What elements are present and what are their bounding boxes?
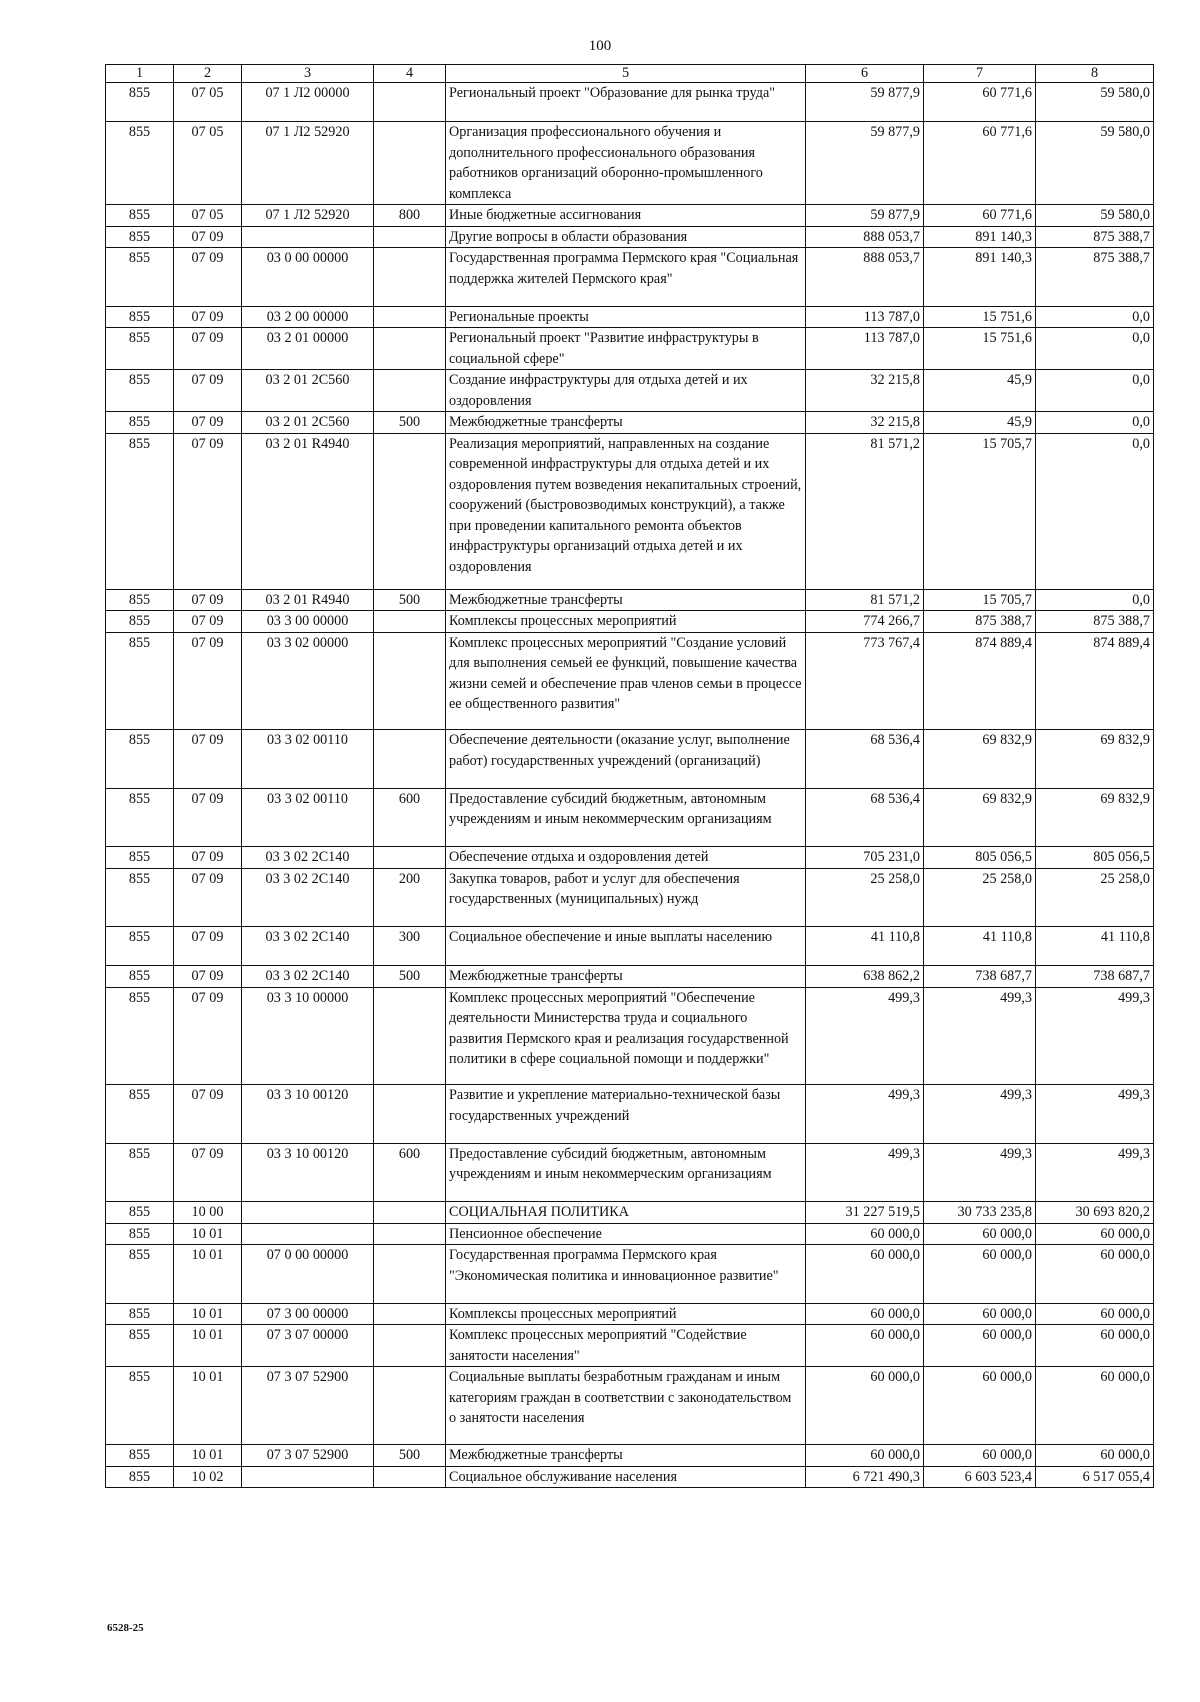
amount-col7: 69 832,9 (924, 730, 1036, 789)
expense-type-code: 200 (374, 868, 446, 927)
amount-col8: 69 832,9 (1036, 788, 1154, 847)
table-row (106, 1245, 1154, 1304)
ministry-code: 855 (106, 927, 174, 966)
target-article-code: 03 3 02 2С140 (242, 847, 374, 869)
amount-col7: 60 771,6 (924, 122, 1036, 205)
ministry-code: 855 (106, 370, 174, 412)
amount-col7: 875 388,7 (924, 611, 1036, 633)
amount-col8: 0,0 (1036, 412, 1154, 434)
section-code: 07 09 (174, 868, 242, 927)
section-code: 07 09 (174, 730, 242, 789)
item-name: СОЦИАЛЬНАЯ ПОЛИТИКА (446, 1202, 806, 1224)
column-header: 5 (446, 65, 806, 83)
amount-col6: 41 110,8 (806, 927, 924, 966)
table-row (106, 868, 1154, 927)
amount-col6: 81 571,2 (806, 589, 924, 611)
target-article-code: 03 3 10 00120 (242, 1085, 374, 1144)
amount-col7: 15 705,7 (924, 589, 1036, 611)
section-code: 07 05 (174, 122, 242, 205)
amount-col6: 59 877,9 (806, 122, 924, 205)
ministry-code: 855 (106, 1085, 174, 1144)
target-article-code: 03 0 00 00000 (242, 248, 374, 307)
amount-col7: 738 687,7 (924, 966, 1036, 988)
amount-col6: 60 000,0 (806, 1445, 924, 1467)
amount-col6: 113 787,0 (806, 306, 924, 328)
item-name: Реализация мероприятий, направленных на создание современной инфраструктуры для отдыха детей и их оздоровления путем возведения некапитальных строений, сооружений (быстровозводимых конструкций), а также при проведении капитального ремонта объектов инфраструктуры организаций отдыха детей и их оздоровления (446, 433, 806, 589)
ministry-code: 855 (106, 611, 174, 633)
footer-code: 6528-25 (107, 1622, 144, 1634)
amount-col6: 6 721 490,3 (806, 1466, 924, 1488)
amount-col8: 60 000,0 (1036, 1445, 1154, 1467)
target-article-code: 03 3 02 00000 (242, 632, 374, 730)
amount-col8: 0,0 (1036, 328, 1154, 370)
expense-type-code (374, 1325, 446, 1367)
table-row (106, 1223, 1154, 1245)
item-name: Социальное обеспечение и иные выплаты населению (446, 927, 806, 966)
amount-col6: 59 877,9 (806, 205, 924, 227)
expense-type-code (374, 847, 446, 869)
amount-col8: 499,3 (1036, 1143, 1154, 1202)
column-number-row (106, 65, 1154, 83)
item-name: Межбюджетные трансферты (446, 1445, 806, 1467)
amount-col8: 25 258,0 (1036, 868, 1154, 927)
amount-col6: 68 536,4 (806, 730, 924, 789)
item-name: Предоставление субсидий бюджетным, автономным учреждениям и иным некоммерческим организациям (446, 788, 806, 847)
ministry-code: 855 (106, 1325, 174, 1367)
table-row (106, 1202, 1154, 1224)
section-code: 10 01 (174, 1445, 242, 1467)
expense-type-code: 500 (374, 1445, 446, 1467)
expense-type-code (374, 632, 446, 730)
amount-col6: 113 787,0 (806, 328, 924, 370)
expense-type-code (374, 987, 446, 1085)
target-article-code: 03 2 01 2С560 (242, 370, 374, 412)
target-article-code: 03 3 02 2С140 (242, 868, 374, 927)
amount-col8: 60 000,0 (1036, 1303, 1154, 1325)
amount-col8: 59 580,0 (1036, 83, 1154, 122)
target-article-code (242, 1466, 374, 1488)
item-name: Региональный проект "Образование для рынка труда" (446, 83, 806, 122)
amount-col8: 738 687,7 (1036, 966, 1154, 988)
ministry-code: 855 (106, 412, 174, 434)
table-row (106, 966, 1154, 988)
item-name: Межбюджетные трансферты (446, 966, 806, 988)
target-article-code: 07 3 07 52900 (242, 1367, 374, 1445)
section-code: 07 09 (174, 987, 242, 1085)
amount-col6: 774 266,7 (806, 611, 924, 633)
amount-col7: 891 140,3 (924, 226, 1036, 248)
ministry-code: 855 (106, 966, 174, 988)
amount-col7: 874 889,4 (924, 632, 1036, 730)
item-name: Создание инфраструктуры для отдыха детей и их оздоровления (446, 370, 806, 412)
expense-type-code: 300 (374, 927, 446, 966)
amount-col6: 705 231,0 (806, 847, 924, 869)
amount-col7: 499,3 (924, 1143, 1036, 1202)
amount-col8: 69 832,9 (1036, 730, 1154, 789)
amount-col7: 41 110,8 (924, 927, 1036, 966)
item-name: Комплекс процессных мероприятий "Обеспечение деятельности Министерства труда и социального развития Пермского края и реализация государственной политики в сфере социальной помощи и поддержки" (446, 987, 806, 1085)
section-code: 07 09 (174, 306, 242, 328)
amount-col6: 60 000,0 (806, 1303, 924, 1325)
item-name: Иные бюджетные ассигнования (446, 205, 806, 227)
section-code: 07 09 (174, 847, 242, 869)
item-name: Социальные выплаты безработным гражданам и иным категориям граждан в соответствии с законодательством о занятости населения (446, 1367, 806, 1445)
ministry-code: 855 (106, 1303, 174, 1325)
table-row (106, 632, 1154, 730)
target-article-code: 03 3 02 2С140 (242, 966, 374, 988)
amount-col6: 638 862,2 (806, 966, 924, 988)
item-name: Обеспечение отдыха и оздоровления детей (446, 847, 806, 869)
table-row (106, 1445, 1154, 1467)
table-row (106, 370, 1154, 412)
amount-col7: 499,3 (924, 987, 1036, 1085)
section-code: 07 09 (174, 966, 242, 988)
section-code: 07 09 (174, 1085, 242, 1144)
amount-col6: 60 000,0 (806, 1223, 924, 1245)
section-code: 07 09 (174, 632, 242, 730)
amount-col8: 30 693 820,2 (1036, 1202, 1154, 1224)
amount-col8: 60 000,0 (1036, 1367, 1154, 1445)
section-code: 10 00 (174, 1202, 242, 1224)
amount-col6: 60 000,0 (806, 1245, 924, 1304)
amount-col6: 60 000,0 (806, 1325, 924, 1367)
item-name: Комплексы процессных мероприятий (446, 1303, 806, 1325)
ministry-code: 855 (106, 1445, 174, 1467)
item-name: Развитие и укрепление материально-технической базы государственных учреждений (446, 1085, 806, 1144)
column-header: 8 (1036, 65, 1154, 83)
section-code: 10 01 (174, 1303, 242, 1325)
ministry-code: 855 (106, 987, 174, 1085)
table-row (106, 1085, 1154, 1144)
item-name: Государственная программа Пермского края "Экономическая политика и инновационное развитие" (446, 1245, 806, 1304)
amount-col6: 773 767,4 (806, 632, 924, 730)
item-name: Региональные проекты (446, 306, 806, 328)
item-name: Региональный проект "Развитие инфраструктуры в социальной сфере" (446, 328, 806, 370)
target-article-code: 03 2 00 00000 (242, 306, 374, 328)
amount-col6: 25 258,0 (806, 868, 924, 927)
section-code: 07 09 (174, 927, 242, 966)
target-article-code: 03 2 01 R4940 (242, 433, 374, 589)
item-name: Закупка товаров, работ и услуг для обеспечения государственных (муниципальных) нужд (446, 868, 806, 927)
target-article-code: 07 1 Л2 52920 (242, 205, 374, 227)
section-code: 07 09 (174, 788, 242, 847)
table-row (106, 1325, 1154, 1367)
amount-col6: 499,3 (806, 1085, 924, 1144)
section-code: 07 09 (174, 611, 242, 633)
table-row (106, 730, 1154, 789)
amount-col6: 499,3 (806, 1143, 924, 1202)
expense-type-code (374, 1202, 446, 1224)
amount-col6: 499,3 (806, 987, 924, 1085)
table-row (106, 226, 1154, 248)
ministry-code: 855 (106, 589, 174, 611)
expense-type-code (374, 1085, 446, 1144)
amount-col8: 499,3 (1036, 1085, 1154, 1144)
target-article-code: 03 3 10 00000 (242, 987, 374, 1085)
amount-col7: 15 751,6 (924, 306, 1036, 328)
ministry-code: 855 (106, 847, 174, 869)
expense-type-code (374, 83, 446, 122)
ministry-code: 855 (106, 1367, 174, 1445)
table-row (106, 847, 1154, 869)
column-header: 3 (242, 65, 374, 83)
expense-type-code: 500 (374, 412, 446, 434)
item-name: Государственная программа Пермского края "Социальная поддержка жителей Пермского края" (446, 248, 806, 307)
amount-col7: 60 000,0 (924, 1325, 1036, 1367)
target-article-code: 03 2 01 2С560 (242, 412, 374, 434)
ministry-code: 855 (106, 1223, 174, 1245)
expense-type-code (374, 1367, 446, 1445)
table-row (106, 589, 1154, 611)
ministry-code: 855 (106, 205, 174, 227)
item-name: Межбюджетные трансферты (446, 589, 806, 611)
amount-col6: 68 536,4 (806, 788, 924, 847)
target-article-code: 03 2 01 R4940 (242, 589, 374, 611)
amount-col8: 59 580,0 (1036, 205, 1154, 227)
table-row (106, 1367, 1154, 1445)
table-row (106, 205, 1154, 227)
ministry-code: 855 (106, 1143, 174, 1202)
target-article-code: 07 3 07 52900 (242, 1445, 374, 1467)
expense-type-code (374, 433, 446, 589)
section-code: 07 09 (174, 370, 242, 412)
amount-col7: 30 733 235,8 (924, 1202, 1036, 1224)
section-code: 10 01 (174, 1325, 242, 1367)
table-row (106, 1143, 1154, 1202)
expense-type-code (374, 730, 446, 789)
section-code: 07 09 (174, 433, 242, 589)
amount-col7: 60 000,0 (924, 1367, 1036, 1445)
ministry-code: 855 (106, 632, 174, 730)
table-row (106, 927, 1154, 966)
amount-col8: 875 388,7 (1036, 611, 1154, 633)
target-article-code: 03 2 01 00000 (242, 328, 374, 370)
expense-type-code (374, 1245, 446, 1304)
amount-col8: 499,3 (1036, 987, 1154, 1085)
expense-type-code: 600 (374, 1143, 446, 1202)
amount-col7: 891 140,3 (924, 248, 1036, 307)
target-article-code: 03 3 02 2С140 (242, 927, 374, 966)
target-article-code: 07 1 Л2 52920 (242, 122, 374, 205)
section-code: 07 09 (174, 248, 242, 307)
amount-col8: 6 517 055,4 (1036, 1466, 1154, 1488)
amount-col8: 875 388,7 (1036, 226, 1154, 248)
item-name: Межбюджетные трансферты (446, 412, 806, 434)
column-header: 4 (374, 65, 446, 83)
amount-col7: 45,9 (924, 412, 1036, 434)
section-code: 07 09 (174, 226, 242, 248)
expense-type-code (374, 1303, 446, 1325)
amount-col7: 805 056,5 (924, 847, 1036, 869)
table-row (106, 611, 1154, 633)
section-code: 10 01 (174, 1367, 242, 1445)
expense-type-code (374, 328, 446, 370)
amount-col8: 0,0 (1036, 589, 1154, 611)
target-article-code: 07 3 00 00000 (242, 1303, 374, 1325)
page-number: 100 (588, 38, 612, 54)
amount-col8: 875 388,7 (1036, 248, 1154, 307)
amount-col8: 60 000,0 (1036, 1223, 1154, 1245)
item-name: Предоставление субсидий бюджетным, автономным учреждениям и иным некоммерческим организациям (446, 1143, 806, 1202)
amount-col7: 45,9 (924, 370, 1036, 412)
table-row (106, 248, 1154, 307)
table-row (106, 1466, 1154, 1488)
table-row (106, 412, 1154, 434)
section-code: 07 09 (174, 1143, 242, 1202)
expense-type-code (374, 122, 446, 205)
amount-col6: 32 215,8 (806, 412, 924, 434)
amount-col8: 60 000,0 (1036, 1325, 1154, 1367)
table-row (106, 328, 1154, 370)
target-article-code: 07 3 07 00000 (242, 1325, 374, 1367)
amount-col6: 60 000,0 (806, 1367, 924, 1445)
target-article-code: 03 3 02 00110 (242, 788, 374, 847)
amount-col6: 888 053,7 (806, 226, 924, 248)
amount-col7: 60 000,0 (924, 1223, 1036, 1245)
amount-col7: 6 603 523,4 (924, 1466, 1036, 1488)
item-name: Комплекс процессных мероприятий "Содействие занятости населения" (446, 1325, 806, 1367)
target-article-code: 07 0 00 00000 (242, 1245, 374, 1304)
amount-col8: 60 000,0 (1036, 1245, 1154, 1304)
item-name: Другие вопросы в области образования (446, 226, 806, 248)
section-code: 07 09 (174, 328, 242, 370)
section-code: 07 05 (174, 83, 242, 122)
expense-type-code (374, 306, 446, 328)
table-row (106, 306, 1154, 328)
ministry-code: 855 (106, 226, 174, 248)
amount-col7: 60 000,0 (924, 1245, 1036, 1304)
expense-type-code (374, 1223, 446, 1245)
ministry-code: 855 (106, 306, 174, 328)
amount-col6: 888 053,7 (806, 248, 924, 307)
amount-col8: 805 056,5 (1036, 847, 1154, 869)
table-row (106, 433, 1154, 589)
expense-type-code (374, 248, 446, 307)
section-code: 07 05 (174, 205, 242, 227)
ministry-code: 855 (106, 1202, 174, 1224)
expense-type-code: 800 (374, 205, 446, 227)
amount-col6: 59 877,9 (806, 83, 924, 122)
table-body (106, 83, 1154, 1488)
item-name: Комплексы процессных мероприятий (446, 611, 806, 633)
ministry-code: 855 (106, 122, 174, 205)
amount-col8: 0,0 (1036, 370, 1154, 412)
expense-type-code (374, 226, 446, 248)
ministry-code: 855 (106, 868, 174, 927)
item-name: Социальное обслуживание населения (446, 1466, 806, 1488)
item-name: Комплекс процессных мероприятий "Создание условий для выполнения семьей ее функций, повышение качества жизни семей и обеспечение прав членов семьи в процессе ее общественного развития" (446, 632, 806, 730)
amount-col7: 499,3 (924, 1085, 1036, 1144)
table-row (106, 122, 1154, 205)
amount-col8: 59 580,0 (1036, 122, 1154, 205)
amount-col7: 15 705,7 (924, 433, 1036, 589)
amount-col8: 874 889,4 (1036, 632, 1154, 730)
amount-col6: 32 215,8 (806, 370, 924, 412)
column-header: 1 (106, 65, 174, 83)
expense-type-code: 600 (374, 788, 446, 847)
amount-col7: 60 771,6 (924, 83, 1036, 122)
amount-col7: 60 771,6 (924, 205, 1036, 227)
ministry-code: 855 (106, 328, 174, 370)
expense-type-code (374, 370, 446, 412)
amount-col7: 15 751,6 (924, 328, 1036, 370)
item-name: Обеспечение деятельности (оказание услуг, выполнение работ) государственных учреждений (организаций) (446, 730, 806, 789)
column-header: 7 (924, 65, 1036, 83)
ministry-code: 855 (106, 1245, 174, 1304)
table-row (106, 788, 1154, 847)
ministry-code: 855 (106, 433, 174, 589)
section-code: 10 02 (174, 1466, 242, 1488)
amount-col8: 41 110,8 (1036, 927, 1154, 966)
item-name: Пенсионное обеспечение (446, 1223, 806, 1245)
ministry-code: 855 (106, 248, 174, 307)
section-code: 07 09 (174, 589, 242, 611)
column-header: 6 (806, 65, 924, 83)
target-article-code (242, 226, 374, 248)
amount-col7: 25 258,0 (924, 868, 1036, 927)
column-header: 2 (174, 65, 242, 83)
amount-col6: 31 227 519,5 (806, 1202, 924, 1224)
amount-col7: 69 832,9 (924, 788, 1036, 847)
expense-type-code (374, 611, 446, 633)
expense-type-code (374, 1466, 446, 1488)
table-row (106, 1303, 1154, 1325)
ministry-code: 855 (106, 730, 174, 789)
ministry-code: 855 (106, 83, 174, 122)
budget-table (105, 64, 1154, 1488)
table-row (106, 987, 1154, 1085)
amount-col7: 60 000,0 (924, 1445, 1036, 1467)
target-article-code: 03 3 00 00000 (242, 611, 374, 633)
ministry-code: 855 (106, 788, 174, 847)
expense-type-code: 500 (374, 966, 446, 988)
expense-type-code: 500 (374, 589, 446, 611)
target-article-code: 03 3 02 00110 (242, 730, 374, 789)
target-article-code (242, 1223, 374, 1245)
item-name: Организация профессионального обучения и дополнительного профессионального образования работников организаций оборонно-промышленного комплекса (446, 122, 806, 205)
amount-col8: 0,0 (1036, 433, 1154, 589)
amount-col7: 60 000,0 (924, 1303, 1036, 1325)
amount-col8: 0,0 (1036, 306, 1154, 328)
section-code: 10 01 (174, 1245, 242, 1304)
target-article-code: 03 3 10 00120 (242, 1143, 374, 1202)
ministry-code: 855 (106, 1466, 174, 1488)
table-row (106, 83, 1154, 122)
section-code: 10 01 (174, 1223, 242, 1245)
target-article-code (242, 1202, 374, 1224)
amount-col6: 81 571,2 (806, 433, 924, 589)
section-code: 07 09 (174, 412, 242, 434)
target-article-code: 07 1 Л2 00000 (242, 83, 374, 122)
